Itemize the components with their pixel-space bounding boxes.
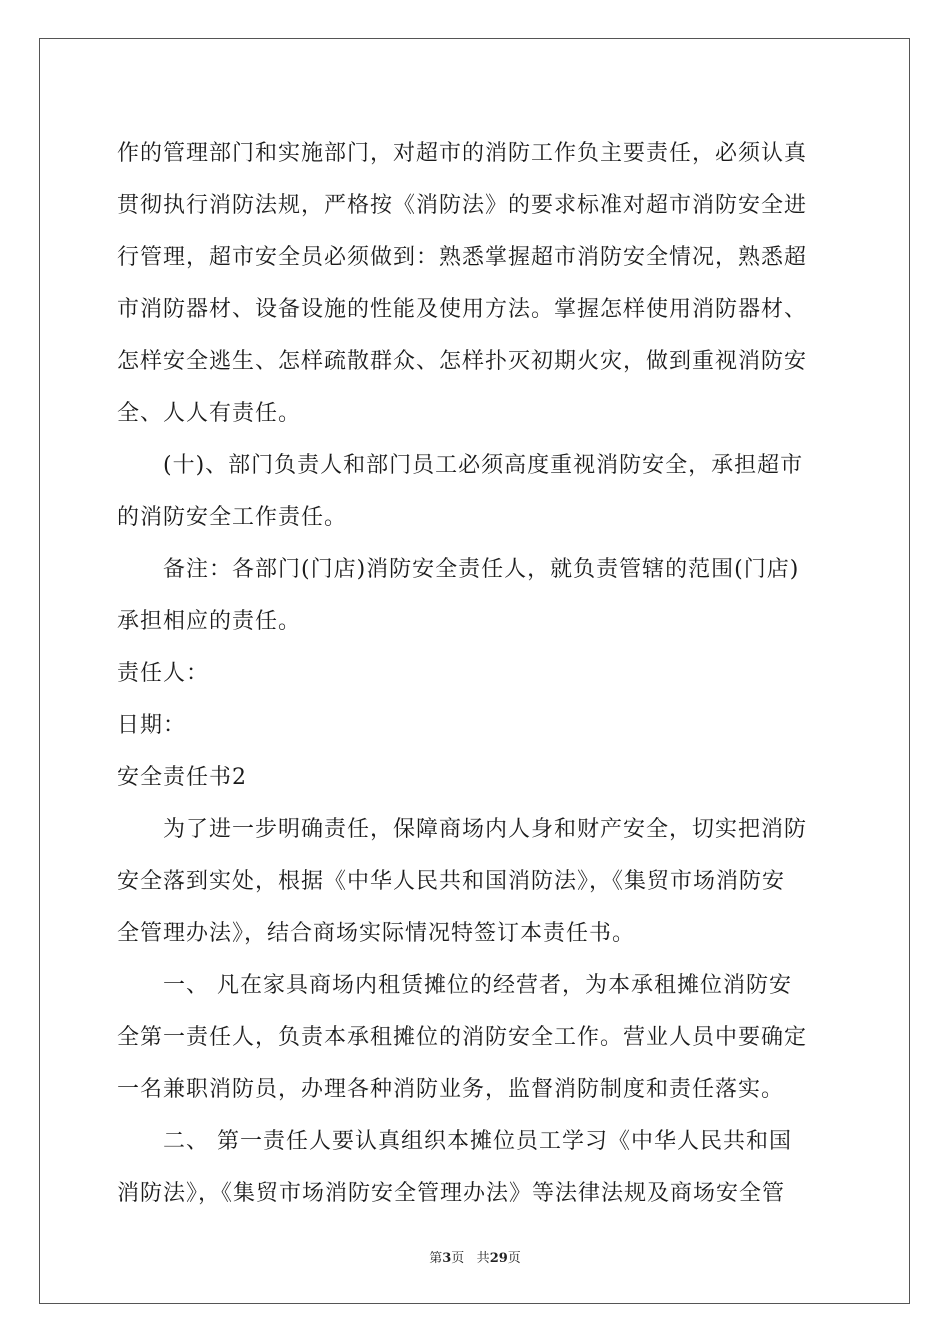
total-suffix: 页 <box>507 1251 521 1266</box>
text-line: (十)、部门负责人和部门员工必须高度重视消防安全，承担超市 <box>117 453 804 478</box>
text-line: 全第一责任人，负责本承租摊位的消防安全工作。营业人员中要确定 <box>117 1025 808 1050</box>
text-line: 贯彻执行消防法规，严格按《消防法》的要求标准对超市消防安全进 <box>117 193 808 218</box>
total-prefix: 共 <box>476 1251 490 1266</box>
text-line: 市消防器材、设备设施的性能及使用方法。掌握怎样使用消防器材、 <box>117 297 808 322</box>
text-line: 备注：各部门(门店)消防安全责任人，就负责管辖的范围(门店) <box>117 557 800 582</box>
text-line: 为了进一步明确责任，保障商场内人身和财产安全，切实把消防 <box>117 817 808 842</box>
total-pages: 29 <box>489 1251 508 1266</box>
text-line: 一、 凡在家具商场内租赁摊位的经营者，为本承租摊位消防安 <box>117 973 792 998</box>
text-line: 怎样安全逃生、怎样疏散群众、怎样扑灭初期火灾，做到重视消防安 <box>117 349 808 374</box>
text-line: 行管理，超市安全员必须做到：熟悉掌握超市消防安全情况，熟悉超 <box>117 245 808 270</box>
text-line: 二、 第一责任人要认真组织本摊位员工学习《中华人民共和国 <box>117 1129 792 1154</box>
date-label: 日期： <box>117 713 187 738</box>
page-prefix: 第 <box>429 1251 443 1266</box>
text-line: 一名兼职消防员，办理各种消防业务，监督消防制度和责任落实。 <box>117 1077 785 1102</box>
text-line: 作的管理部门和实施部门，对超市的消防工作负主要责任，必须认真 <box>117 141 808 166</box>
text-line: 全、人人有责任。 <box>117 401 302 426</box>
text-line: 承担相应的责任。 <box>117 609 302 634</box>
document-body <box>117 128 833 1220</box>
text-line: 的消防安全工作责任。 <box>117 505 348 530</box>
page-footer <box>0 1247 950 1266</box>
section-title: 安全责任书2 <box>117 765 247 790</box>
text-line: 全管理办法》，结合商场实际情况特签订本责任书。 <box>117 921 636 946</box>
page-number: 3 <box>442 1251 452 1266</box>
text-line: 消防法》，《集贸市场消防安全管理办法》等法律法规及商场安全管 <box>117 1181 786 1206</box>
text-line: 安全落到实处，根据《中华人民共和国消防法》，《集贸市场消防安 <box>117 869 786 894</box>
signature-label: 责任人： <box>117 661 210 686</box>
page-suffix: 页 <box>451 1251 465 1266</box>
